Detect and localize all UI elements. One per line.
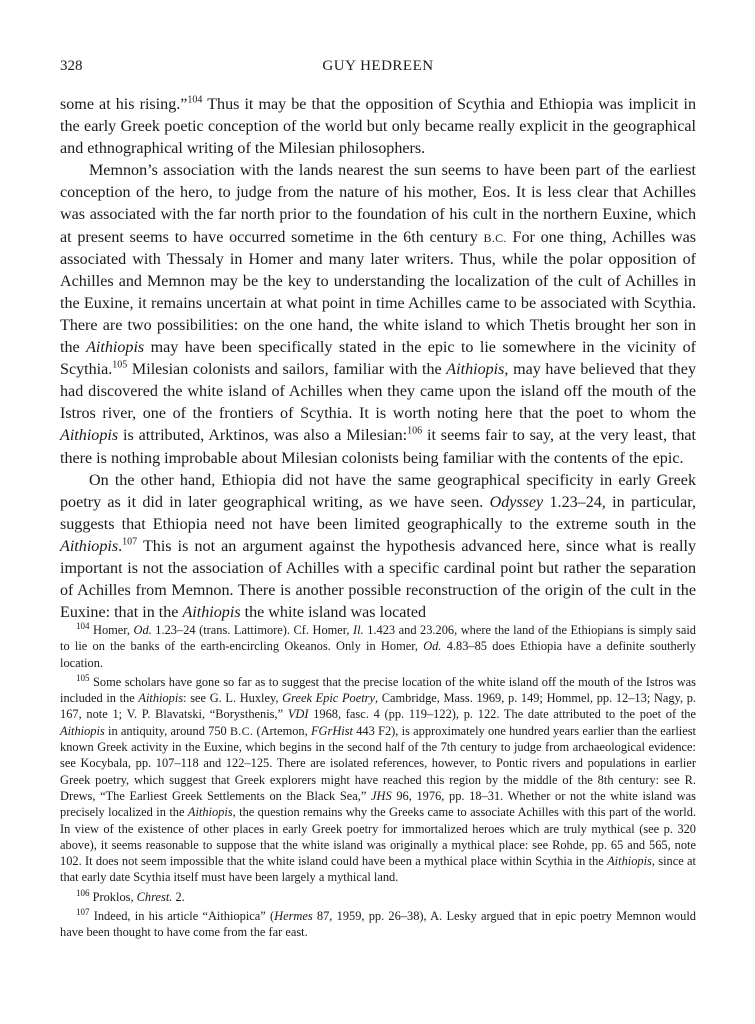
- footnote: [60, 889, 696, 905]
- footnotes: [60, 622, 696, 944]
- running-head: GUY HEDREEN: [322, 58, 434, 74]
- text-run: Memnon’s association with the lands nearest the sun seems to have been part of the earliest conception of the hero, to judge from the nature of his mother, Eos. It is less clear that Achilles was associated with the far north prior to the foundation of his cult in the northern Euxine, which at present seems to have occurred sometime in the 6th century: [60, 162, 696, 246]
- italic-text: Aithiopis: [187, 805, 233, 820]
- text-run: Milesian colonists and sailors, familiar with the: [127, 361, 447, 379]
- page-number: 328: [60, 58, 83, 74]
- italic-text: Aithiopis: [446, 361, 505, 379]
- text-run: .: [118, 537, 123, 555]
- text-run: in antiquity, around 750: [104, 723, 230, 738]
- text-run: the white island was located: [240, 604, 427, 622]
- footnote-number: 106: [76, 887, 90, 898]
- text-run: This is not an argument against the hypothesis advanced here, since what is really important is not the association of Achilles with a specific cardinal point but rather the separation of Achilles from Memnon. There is another possible reconstruction of the origin of the cult in the Euxine: that in the: [60, 537, 696, 622]
- italic-text: Greek Epic Poetry: [282, 691, 375, 706]
- footnote: [60, 674, 696, 886]
- italic-text: Aithiopis: [138, 691, 184, 706]
- italic-text: Aithiopis: [182, 604, 241, 622]
- text-run: For one thing, Achilles was associated with Thessaly in Homer and many later writers. Thus, while the polar opposition of Achilles and Memnon may be the key to understanding the localization of the cult of Achilles in the Euxine, it remains uncertain at what point in time Achilles came to be associated with Scythia. There are two possibilities: on the one hand, the white island to which Thetis brought her son in the: [60, 228, 696, 357]
- text-run: Thus it may be that the opposition of Scythia and Ethiopia was implicit in the early Greek poetic conception of the world but only became really explicit in the geographical and ethnographical writing of the Milesian philosophers.: [60, 96, 696, 158]
- paragraph: [60, 94, 696, 160]
- italic-text: Aithiopis: [60, 537, 119, 555]
- page: [60, 58, 696, 624]
- text-run: 1968, fasc. 4 (pp. 119–122), p. 122. The date attributed to the poet of the: [308, 707, 697, 722]
- text-run: , the question remains why the Greeks came to associate Achilles with this part of the world. In view of the existence of other places in early Greek poetry for immortalized heroes which are truly mythical (see p. 320 above), it seems reasonable to suppose that the white island was originally a mythical place: see Rohde, pp. 65 and 565, note 102. It does not seem impossible that the white island could have been a mythical place within Scythia in the: [60, 805, 697, 869]
- italic-text: Hermes: [274, 909, 313, 924]
- italic-text: FGrHist: [310, 723, 353, 738]
- text-run: : see G. L. Huxley,: [183, 691, 283, 706]
- text-run: is attributed, Arktinos, was also a Milesian:: [118, 427, 408, 445]
- text-run: some at his rising.”: [60, 96, 188, 113]
- text-run: (Artemon,: [253, 723, 311, 738]
- text-run: 1.423 and 23.206, where the land of the Ethiopians is simply said to lie on the banks of the earth-encircling Okeanos. Only in Homer,: [60, 623, 696, 654]
- text-run: Proklos,: [89, 889, 137, 904]
- small-caps-text: B.C.: [483, 230, 507, 245]
- body-text: [60, 94, 696, 624]
- text-run: Some scholars have gone so far as to suggest that the precise location of the white island off the mouth of the Istros was included in the: [60, 674, 696, 706]
- text-run: 443 F2), is approximately one hundred years earlier than the earliest known Greek activity in the Euxine, which begins in the second half of the 7th century to judge from archaeological evidence: see Kocybala, pp. 107–118 and 122–125. There are isolated references, however, to Pontic rivers and populations in earlier Greek poetry, which suggest that Greek explorers might have reached this region by the middle of the 8th century: see R. Drews, “The Earliest Greek Settlements on the Black Sea,”: [60, 723, 696, 803]
- italic-text: Od.: [423, 639, 442, 654]
- text-run: 2.: [172, 889, 185, 904]
- text-run: On the other hand, Ethiopia did not have the same geographical specificity in early Greek poetry as it did in later geographical writing, as we have seen.: [60, 471, 696, 511]
- footnote-number: 104: [76, 620, 90, 631]
- footnote-ref: 105: [112, 359, 128, 371]
- footnote-ref: 106: [407, 426, 423, 438]
- paragraph: [60, 470, 696, 625]
- page-header: [60, 58, 696, 80]
- text-run: 87, 1959, pp. 26–38), A. Lesky argued that in epic poetry Memnon would have been thought to have come from the far east.: [60, 909, 697, 940]
- footnote: [60, 908, 696, 941]
- text-run: it seems fair to say, at the very least, that there is nothing improbable about Milesian colonists being familiar with the contents of the epic.: [60, 427, 696, 467]
- footnote: [60, 622, 696, 671]
- italic-text: Aithiopis: [60, 723, 105, 738]
- italic-text: Aithiopis: [607, 854, 652, 869]
- footnote-ref: 104: [187, 94, 203, 106]
- text-run: 1.23–24, in particular, suggests that Ethiopia need not have been limited geographically to the extreme south in the: [60, 493, 696, 533]
- footnote-number: 107: [76, 906, 90, 917]
- text-run: , may have believed that they had discovered the white island of Achilles when they came upon the island off the mouth of the Istros river, one of the frontiers of Scythia. It is worth noting here that the poet to whom the: [60, 361, 696, 423]
- italic-text: VDI: [287, 707, 309, 722]
- small-caps-text: B.C.: [229, 723, 254, 738]
- italic-text: Odyssey: [489, 493, 544, 511]
- text-run: Indeed, in his article “Aithiopica” (: [89, 909, 275, 924]
- text-run: , Cambridge, Mass. 1969, p. 149; Hommel, pp. 12–13; Nagy, p. 167, note 1; V. P. Blavatski, “Borysthenis,”: [60, 691, 696, 722]
- footnote-ref: 107: [122, 536, 138, 548]
- italic-text: Aithiopis: [60, 427, 119, 445]
- text-run: 1.23–24 (trans. Lattimore). Cf. Homer,: [151, 623, 354, 637]
- text-run: may have been specifically stated in the epic to lie somewhere in the vicinity of Scythia.: [60, 339, 696, 379]
- footnote-number: 105: [76, 672, 90, 683]
- italic-text: JHS: [371, 788, 392, 803]
- italic-text: Chrest.: [136, 889, 173, 904]
- paragraph: [60, 160, 696, 469]
- text-run: 96, 1976, pp. 18–31. Whether or not the white island was precisely localized in the: [60, 788, 696, 820]
- italic-text: Aithiopis: [86, 339, 145, 357]
- italic-text: Il.: [353, 623, 364, 637]
- text-run: , since at that early date Scythia itself must have been largely a mythical land.: [60, 854, 696, 885]
- italic-text: Od.: [133, 623, 152, 637]
- text-run: 4.83–85 does Ethiopia have a definite southerly location.: [60, 639, 696, 670]
- text-run: Homer,: [89, 623, 134, 637]
